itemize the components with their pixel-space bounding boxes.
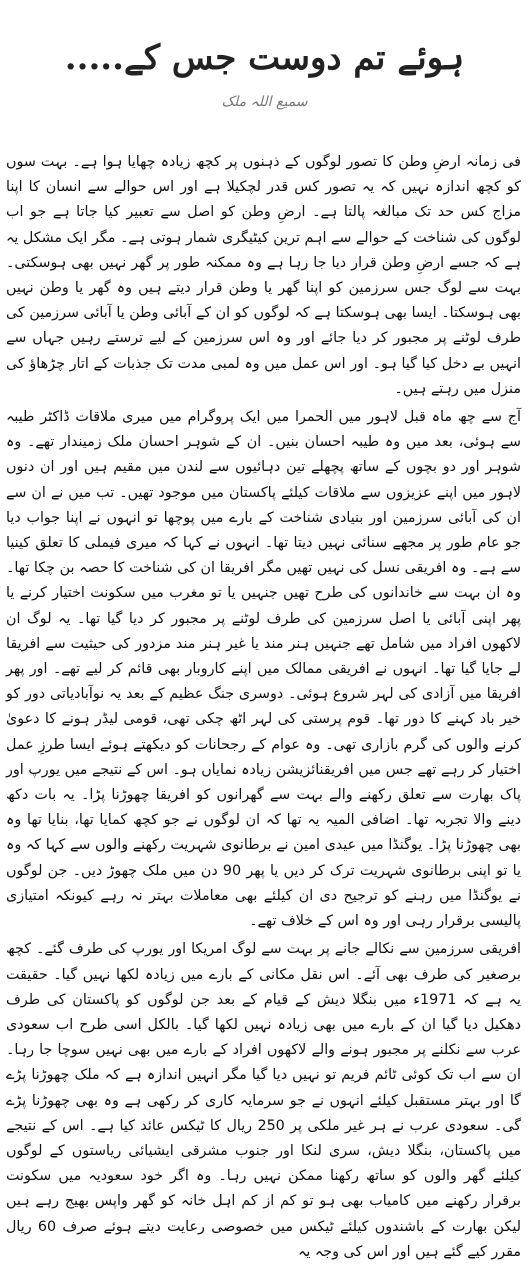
article-paragraph: آج سے چھ ماہ قبل لاہور میں الحمرا میں ایک پروگرام میں میری ملاقات ڈاکٹر طیبہ سے ہوئی، بعد میں وہ طیبہ احسان بنیں۔ ان کے شوہر احسان ملک زمیندار تھے۔ وہ شوہر اور دو بچوں کے ساتھ پچھلے تین دہائیوں سے لندن میں مقیم ہیں اور ان دنوں لاہور میں اپنے عزیزوں سے ملاقات کیلئے پاکستان میں موجود تھیں۔ تب میں نے ان سے ان کی آبائی سرزمین اور بنیادی شناخت کے بارے میں پوچھا تو انہوں نے اپنا جواب دیا جو عام طور پر مجھے سنائی نہیں دیتا تھا۔ انہوں نے کہا کہ میری فیملی کا تعلق کینیا سے ہے۔ وہ افریقی نسل کی نہیں تھیں مگر افریقا ان کی شناخت کا حصہ بن چکا تھا۔ وہ ان بہت سے خاندانوں کی طرح تھیں جنہیں یا تو مغرب میں سکونت اختیار کرنے یا پھر اپنی آبائی یا اصل سرزمین کی طرف لوٹنے پر مجبور کر دیا گیا تھا۔ یہ لوگ ان لاکھوں افراد میں شامل تھے جنہیں ہنر مند یا غیر ہنر مند مزدور کی حیثیت سے افریقا لے جایا گیا تھا۔ انہوں نے افریقی ممالک میں اپنے کاروبار بھی قائم کر لیے تھے۔ اور پھر افریقا میں آزادی کی لہر شروع ہوئی۔ دوسری جنگ عظیم کے بعد یہ نوآبادیاتی دور کو خیر باد کہنے کا دور تھا۔ قوم پرستی کی لہر اٹھ چکی تھی، قومی لیڈر ہونے کا دعویٰ کرنے والوں کی گرم بازاری تھی۔ وہ عوام کے رجحانات کو دیکھتے ہوئے ایسا طرزِ عمل اختیار کر رہے تھے جس میں افریقنائزیشن زیادہ نمایاں ہو۔ اس کے نتیجے میں یورپ اور پاک بھارت سے تعلق رکھنے والے بہت سے گھرانوں کو افریقا چھوڑنا پڑا۔ یہ بات دکھ دینے والا تجربہ تھا۔ اضافی المیہ یہ تھا کہ ان لوگوں نے جو کچھ کمایا تھا، بنایا تھا وہ بھی چھوڑنا پڑا۔ یوگنڈا میں عیدی امین نے برطانوی شہریت رکھنے والوں سے کہا کہ وہ یا تو اپنی برطانوی شہریت ترک کر دیں یا پھر 90 دن میں ملک چھوڑ دیں۔ جن لوگوں نے یوگنڈا میں رہنے کو ترجیح دی ان کیلئے بھی معاملات بہتر نہ رہے کیونکہ امتیازی پالیسی برقرار رہی اور وہ اس کے خلاف تھے۔ <box>6 409 521 930</box>
article-paragraph: فی زمانہ ارضِ وطن کا تصور لوگوں کے ذہنوں پر کچھ زیادہ چھایا ہوا ہے۔ بہت سوں کو کچھ اندازہ نہیں کہ یہ تصور کس قدر لچکیلا ہے اور اس حوالے سے انسان کا اپنا مزاج کس حد تک مبالغہ پالتا ہے۔ ارضِ وطن کو اصل سے تعبیر کیا جاتا ہے جو اب لوگوں کی شناخت کے حوالے سے اہم ترین کیٹیگری شمار ہوتی ہے۔ مگر ایک مشکل یہ ہے کہ جسے ارضِ وطن قرار دیا جا رہا ہے وہ ممکنہ طور پر گھر نہیں بھی ہوسکتی۔ بہت سے لوگ جس سرزمین کو اپنا گھر یا وطن قرار دیتے ہیں وہ گھر یا وطن نہیں بھی ہوسکتا۔ ایسا بھی ہوسکتا ہے کہ لوگوں کو ان کے آبائی وطن یا آبائی سرزمین کی طرف لوٹنے پر مجبور کر دیا جائے اور وہ اس سرزمین کے لیے ترستے رہیں جہاں سے انہیں بے دخل کیا گیا ہو۔ اور اس عمل میں وہ لمبی مدت تک جذبات کے اتار چڑھاؤ کی منزل میں رہتے ہیں۔ <box>6 154 521 397</box>
article-title: ہوئے تم دوست جس کے..... <box>64 38 465 78</box>
article-body <box>6 150 521 1268</box>
author-byline: سمیع اللہ ملک <box>221 94 308 110</box>
article-paragraph: افریقی سرزمین سے نکالے جانے پر بہت سے لوگ امریکا اور یورپ کی طرف گئے۔ کچھ برصغیر کی طرف بھی آئے۔ اس نقل مکانی کے بارے میں زیادہ لکھا نہیں گیا۔ حقیقت یہ ہے کہ 1971ء میں بنگلا دیش کے قیام کے بعد جن لوگوں کو پاکستان کی طرف دھکیل دیا گیا ان کے بارے میں بھی زیادہ نہیں لکھا گیا۔ بالکل اسی طرح اب سعودی عرب سے نکلنے پر مجبور ہونے والے لاکھوں افراد کے بارے میں بھی نہیں سوچا جا رہا۔ ان سے اب تک کوئی ٹائم فریم تو نہیں دیا گیا مگر انہیں اندازہ ہے کہ ملک چھوڑنا پڑے گا اور بہتر مستقبل کیلئے انہوں نے جو سرمایہ کاری کر رکھی ہے وہ بھی چھوڑنا پڑے گی۔ سعودی عرب نے ہر غیر ملکی پر 250 ریال کا ٹیکس عائد کیا ہے۔ اس کے نتیجے میں پاکستان، بنگلا دیش، سری لنکا اور جنوب مشرقی ایشیائی ریاستوں کے لوگوں کیلئے گھر والوں کو ساتھ رکھنا ممکن نہیں رہا۔ وہ اگر خود سعودیہ میں سکونت برقرار رکھنے میں کامیاب بھی ہو تو کم از کم اہل خانہ کو گھر واپس بھیج رہے ہیں لیکن بھارت کے باشندوں کیلئے ٹیکس میں خصوصی رعایت دیتے ہوئے صرف 60 ریال مقرر کیے گئے ہیں اور اس کی وجہ یہ <box>6 941 522 1260</box>
